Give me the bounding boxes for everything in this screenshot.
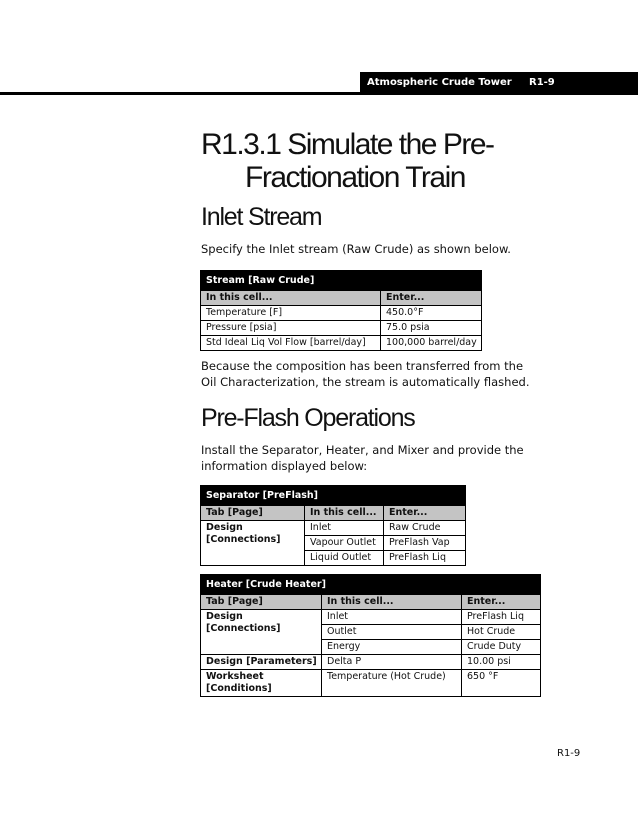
- table-title: Heater [Crude Heater]: [201, 575, 541, 595]
- table-cell: Inlet: [305, 521, 384, 536]
- flash-note: Because the composition has been transferred from the Oil Characterization, the stream is automatically flashed.: [201, 359, 530, 389]
- table-cell: Vapour Outlet: [305, 536, 384, 551]
- column-header: In this cell...: [201, 291, 381, 306]
- heater-table: [200, 574, 541, 697]
- tab-page-cell: [201, 670, 322, 697]
- tab-page-cell: Design [Parameters]: [201, 655, 322, 670]
- table-row: [201, 321, 482, 336]
- preflash-heading: Pre-Flash Operations: [201, 404, 415, 432]
- column-header: In this cell...: [305, 506, 384, 521]
- table-cell: Delta P: [322, 655, 462, 670]
- table-row: [201, 610, 541, 625]
- chapter-title: [201, 128, 601, 194]
- tab-page-cell: Design [Connections]: [201, 610, 322, 655]
- running-header: [360, 72, 638, 93]
- tab-page-text: Worksheet [Conditions]: [206, 671, 272, 694]
- inlet-stream-heading: Inlet Stream: [201, 203, 322, 231]
- column-header: In this cell...: [322, 595, 462, 610]
- table-cell: Hot Crude: [462, 625, 541, 640]
- table-cell: Temperature (Hot Crude): [322, 670, 462, 697]
- tab-page-cell: Design [Connections]: [201, 521, 305, 566]
- table-cell: 650 °F: [462, 670, 541, 697]
- header-page-number: R1-9: [529, 77, 555, 88]
- raw-crude-table: [200, 270, 482, 351]
- table-row: [201, 336, 482, 351]
- column-header: Enter...: [384, 506, 466, 521]
- table-cell: Std Ideal Liq Vol Flow [barrel/day]: [201, 336, 381, 351]
- table-row: [201, 306, 482, 321]
- table-cell: Temperature [F]: [201, 306, 381, 321]
- column-header: Tab [Page]: [201, 595, 322, 610]
- footer-page-number: R1-9: [557, 748, 581, 759]
- table-cell: 450.0°F: [381, 306, 482, 321]
- header-rule: [0, 92, 638, 95]
- preflash-intro: Install the Separator, Heater, and Mixer and provide the information displayed below:: [201, 443, 524, 473]
- chapter-title-line2: Fractionation Train: [245, 161, 465, 194]
- table-row: [201, 670, 541, 697]
- table-cell: PreFlash Liq: [462, 610, 541, 625]
- table-title: Separator [PreFlash]: [201, 486, 466, 506]
- table-cell: Raw Crude: [384, 521, 466, 536]
- table-cell: PreFlash Liq: [384, 551, 466, 566]
- table-cell: Pressure [psia]: [201, 321, 381, 336]
- table-cell: Outlet: [322, 625, 462, 640]
- table-row: [201, 655, 541, 670]
- column-header: Enter...: [381, 291, 482, 306]
- table-row: [201, 521, 466, 536]
- header-title: Atmospheric Crude Tower: [367, 77, 512, 88]
- table-cell: 75.0 psia: [381, 321, 482, 336]
- table-cell: Crude Duty: [462, 640, 541, 655]
- chapter-title-line1: R1.3.1 Simulate the Pre-: [201, 128, 494, 161]
- table-cell: PreFlash Vap: [384, 536, 466, 551]
- table-cell: Inlet: [322, 610, 462, 625]
- table-cell: 10.00 psi: [462, 655, 541, 670]
- table-title: Stream [Raw Crude]: [201, 271, 482, 291]
- table-cell: Energy: [322, 640, 462, 655]
- separator-table: [200, 485, 466, 566]
- inlet-intro: Specify the Inlet stream (Raw Crude) as shown below.: [201, 242, 511, 256]
- column-header: Enter...: [462, 595, 541, 610]
- table-cell: 100,000 barrel/day: [381, 336, 482, 351]
- table-cell: Liquid Outlet: [305, 551, 384, 566]
- column-header: Tab [Page]: [201, 506, 305, 521]
